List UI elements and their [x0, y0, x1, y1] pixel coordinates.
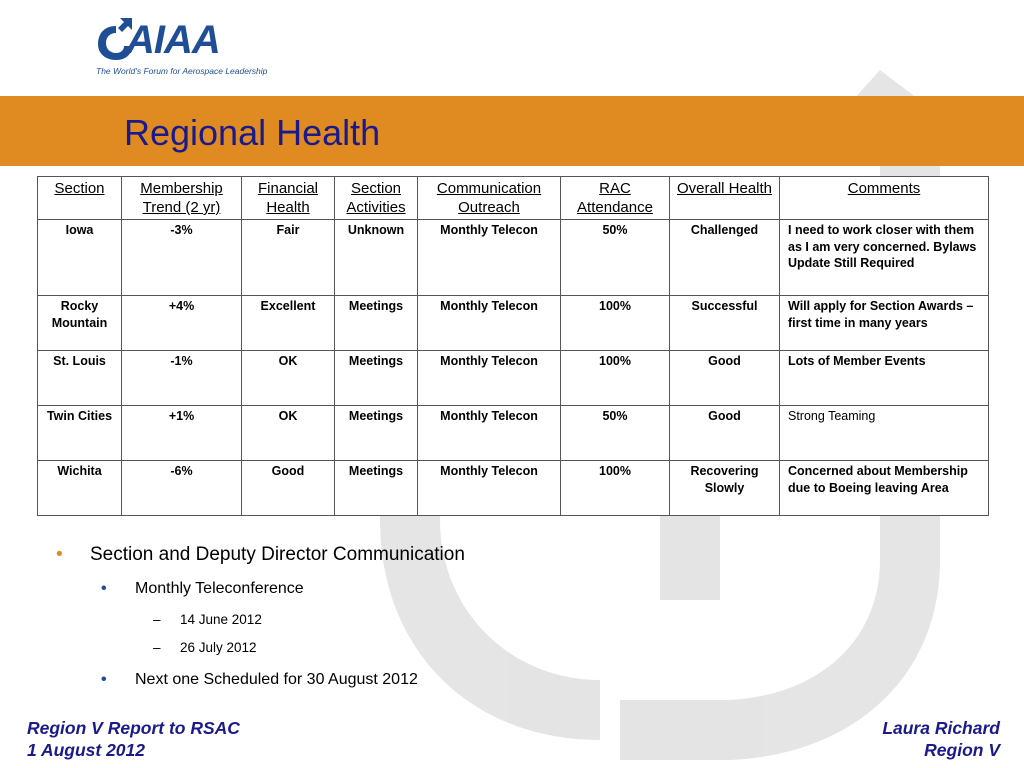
cell-overall: Good	[670, 406, 780, 461]
cell-rac: 50%	[561, 406, 670, 461]
cell-section: Iowa	[38, 220, 122, 296]
aiaa-logo	[96, 14, 268, 82]
bullet-item	[101, 580, 304, 598]
bullet-marker: •	[101, 580, 107, 597]
footer-date: 1 August 2012	[27, 740, 146, 760]
cell-communication: Monthly Telecon	[418, 406, 561, 461]
cell-membership: -6%	[122, 461, 242, 516]
cell-membership: -3%	[122, 220, 242, 296]
cell-rac: 100%	[561, 351, 670, 406]
header-membership: Membership Trend (2 yr)	[122, 177, 242, 220]
cell-overall: Challenged	[670, 220, 780, 296]
cell-comments: Concerned about Membership due to Boeing leaving Area	[780, 461, 989, 516]
cell-activities: Meetings	[335, 461, 418, 516]
cell-section: St. Louis	[38, 351, 122, 406]
header-communication: Communication Outreach	[418, 177, 561, 220]
cell-activities: Meetings	[335, 296, 418, 351]
cell-rac: 100%	[561, 461, 670, 516]
header-section: Section	[38, 177, 122, 220]
cell-activities: Meetings	[335, 351, 418, 406]
cell-comments: Lots of Member Events	[780, 351, 989, 406]
footer-right	[882, 717, 1000, 761]
cell-communication: Monthly Telecon	[418, 351, 561, 406]
header-comments: Comments	[780, 177, 989, 220]
cell-financial: OK	[242, 406, 335, 461]
bullet-marker: •	[56, 544, 63, 565]
table-row	[38, 351, 989, 406]
header-overall: Overall Health	[670, 177, 780, 220]
cell-financial: Fair	[242, 220, 335, 296]
header-activities: Section Activities	[335, 177, 418, 220]
bullet-text: Monthly Teleconference	[135, 580, 304, 597]
bullet-marker: –	[153, 612, 161, 627]
table-row	[38, 406, 989, 461]
bullet-item	[101, 671, 418, 689]
cell-financial: Good	[242, 461, 335, 516]
cell-rac: 100%	[561, 296, 670, 351]
cell-comments: Will apply for Section Awards – first time in many years	[780, 296, 989, 351]
regional-health-table	[37, 176, 989, 516]
logo-wordmark: AIAA	[126, 18, 220, 62]
footer-left	[27, 717, 240, 761]
cell-rac: 50%	[561, 220, 670, 296]
cell-overall: Recovering Slowly	[670, 461, 780, 516]
cell-comments: Strong Teaming	[780, 406, 989, 461]
footer-region: Region V	[924, 740, 1000, 760]
cell-membership: -1%	[122, 351, 242, 406]
header-rac: RAC Attendance	[561, 177, 670, 220]
footer-author: Laura Richard	[882, 718, 1000, 738]
cell-communication: Monthly Telecon	[418, 296, 561, 351]
bullet-marker: –	[153, 640, 161, 655]
footer-report-title: Region V Report to RSAC	[27, 718, 240, 738]
bullet-text: Section and Deputy Director Communication	[90, 544, 465, 565]
logo-tagline: The World's Forum for Aerospace Leadership	[96, 66, 268, 76]
bullet-text: 26 July 2012	[180, 640, 257, 655]
cell-financial: OK	[242, 351, 335, 406]
cell-financial: Excellent	[242, 296, 335, 351]
cell-activities: Unknown	[335, 220, 418, 296]
bullet-item	[153, 612, 262, 627]
bullet-text: 14 June 2012	[180, 612, 262, 627]
cell-overall: Good	[670, 351, 780, 406]
cell-section: Rocky Mountain	[38, 296, 122, 351]
cell-comments: I need to work closer with them as I am very concerned. Bylaws Update Still Required	[780, 220, 989, 296]
table-header-row	[38, 177, 989, 220]
bullet-item	[56, 544, 465, 566]
cell-overall: Successful	[670, 296, 780, 351]
table-row	[38, 296, 989, 351]
cell-activities: Meetings	[335, 406, 418, 461]
cell-communication: Monthly Telecon	[418, 220, 561, 296]
cell-section: Twin Cities	[38, 406, 122, 461]
bullet-text: Next one Scheduled for 30 August 2012	[135, 671, 418, 688]
header-financial: Financial Health	[242, 177, 335, 220]
bullet-marker: •	[101, 671, 107, 688]
table-row	[38, 220, 989, 296]
cell-section: Wichita	[38, 461, 122, 516]
table-row	[38, 461, 989, 516]
page-title: Regional Health	[124, 112, 381, 153]
cell-membership: +1%	[122, 406, 242, 461]
cell-communication: Monthly Telecon	[418, 461, 561, 516]
cell-membership: +4%	[122, 296, 242, 351]
bullet-item	[153, 640, 257, 655]
